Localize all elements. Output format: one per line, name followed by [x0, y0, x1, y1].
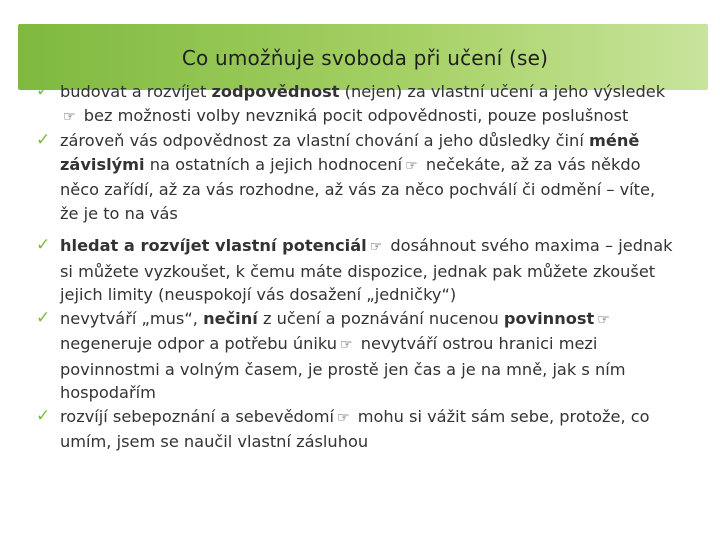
bullet-item: [36, 80, 676, 129]
bullet-bold-text: hledat a rozvíjet vlastní potenciál: [60, 236, 367, 255]
bullet-text: bez možnosti volby nevzniká pocit odpovědnosti, pouze poslušnost: [78, 105, 629, 125]
bullet-list: [36, 80, 676, 454]
pointing-hand-icon: ☞: [597, 311, 610, 328]
check-icon: ✓: [36, 81, 51, 101]
pointing-hand-icon: ☞: [369, 239, 383, 255]
bullet-bold-text: méně závislými: [60, 131, 640, 174]
bullet-item: [36, 405, 676, 454]
check-icon: ✓: [36, 405, 51, 426]
bullet-text: dosáhnout svého maxima – jednak si můžete vyzkoušet, k čemu máte dispozice, jednak pak můžete zkoušet jejich limity (neuspokojí vás dosažení „jedničky“): [60, 236, 673, 304]
bullet-text: na ostatních a jejich hodnocení: [144, 154, 403, 174]
check-icon: ✓: [36, 307, 51, 328]
bullet-text: budovat a rozvíjet: [60, 82, 212, 101]
bullet-text: zároveň vás odpovědnost za vlastní chování a jeho důsledky činí: [60, 131, 589, 150]
bullet-bold-text: zodpovědnost: [211, 82, 340, 101]
bullet-text: (nejen) za vlastní učení a jeho výsledek: [339, 82, 666, 101]
bullet-text: mohu si vážit sám sebe, protože, co umím, jsem se naučil vlastní zásluhou: [60, 406, 650, 451]
bullet-item: [36, 129, 676, 225]
bullet-bold-text: povinnost: [503, 308, 595, 328]
slide-title: Co umožňuje svoboda při učení (se): [181, 46, 549, 70]
bullet-bold-text: nečiní: [203, 308, 258, 328]
bullet-text: nečekáte, až za vás někdo něco zařídí, až za vás rozhodne, až vás za něco pochválí či odmění – víte, že je to na vás: [60, 154, 656, 223]
bullet-item: [36, 307, 676, 405]
bullet-text: rozvíjí sebepoznání a sebevědomí: [60, 406, 334, 426]
pointing-hand-icon: ☞: [405, 157, 418, 174]
check-icon: ✓: [36, 130, 51, 150]
bullet-text: nevytváří ostrou hranici mezi povinnostmi a volným časem, je prostě jen čas a je na mně, jak s ním hospodařím: [60, 334, 626, 402]
pointing-hand-icon: ☞: [336, 409, 350, 426]
check-icon: ✓: [36, 235, 51, 255]
bullet-text: nevytváří „mus“,: [60, 308, 204, 328]
bullet-item: [36, 234, 676, 307]
bullet-text: z učení a poznávání nucenou: [257, 308, 504, 328]
pointing-hand-icon: ☞: [63, 108, 76, 125]
pointing-hand-icon: ☞: [340, 337, 353, 353]
bullet-text: negeneruje odpor a potřebu úniku: [60, 334, 338, 353]
